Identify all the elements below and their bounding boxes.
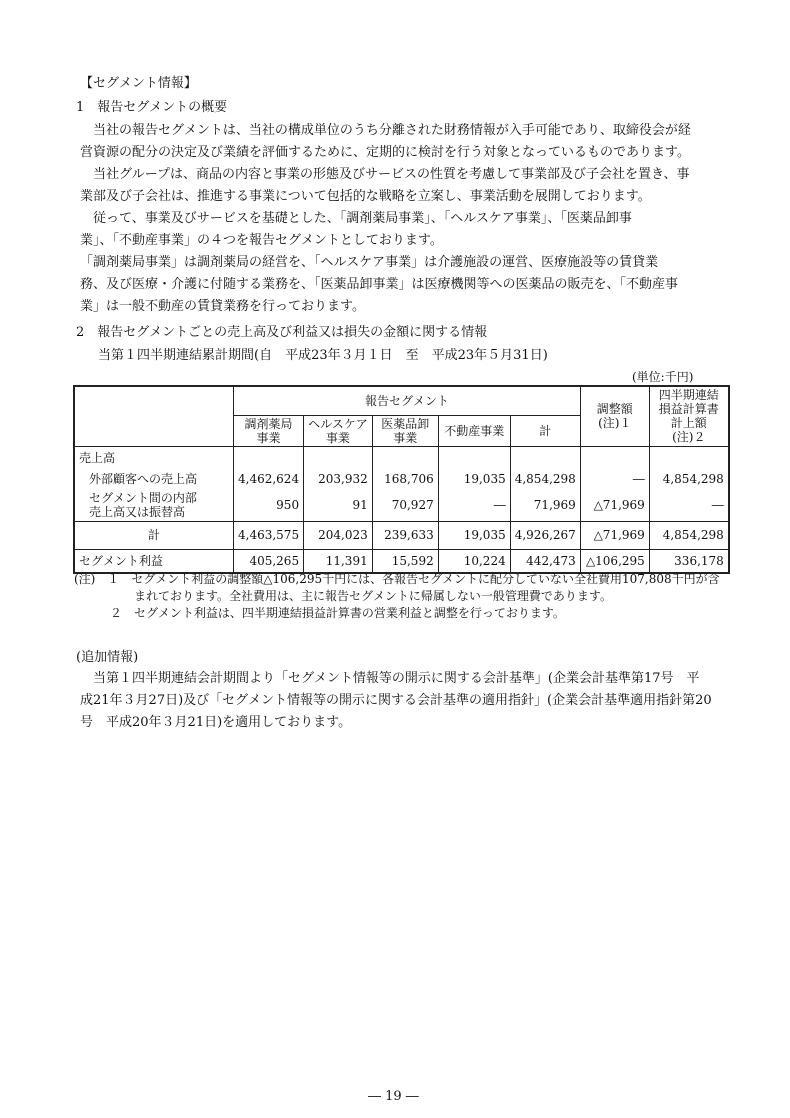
group-header: 報告セグメント [234, 386, 581, 415]
row-label: セグメント利益 [74, 549, 234, 573]
cell-value: 70,927 [372, 489, 438, 521]
text-line: 業」は一般不動産の賃貸業務を行っております。 [80, 299, 365, 314]
cell-value: 950 [234, 489, 304, 521]
cell-value: 168,706 [372, 469, 438, 489]
table-row [74, 446, 729, 469]
col-header: 計 [510, 415, 580, 446]
cell-value: ― [580, 469, 649, 489]
table-row [74, 469, 729, 489]
cell-value [372, 446, 438, 469]
cell-value: 91 [304, 489, 373, 521]
table-row [74, 549, 729, 573]
text-line: 当社グループは、商品の内容と事業の形態及びサービスの性質を考慮して事業部及び子会社を置き、事 [80, 167, 690, 182]
cell-value: 336,178 [649, 549, 729, 573]
cell-value [580, 446, 649, 469]
row-label: セグメント間の内部 売上高又は振替高 [74, 489, 234, 521]
cell-value: 203,932 [304, 469, 373, 489]
cell-value: 4,854,298 [510, 469, 580, 489]
col-header: 調剤薬局 事業 [234, 415, 304, 446]
cell-value: 11,391 [304, 549, 373, 573]
text-line: 号 平成20年３月21日)を適用しております。 [80, 715, 352, 730]
section-title: 【セグメント情報】 [80, 76, 197, 91]
text-line: (注) １ セグメント利益の調整額△106,295千円には、各報告セグメントに配分していない全社費用107,808千円が含 [74, 572, 720, 586]
text-line: 業部及び子会社は、推進する事業について包括的な戦略を立案し、事業活動を展開しております。 [80, 189, 651, 204]
table-row [74, 489, 729, 521]
cell-value [234, 446, 304, 469]
table-row [74, 521, 729, 549]
cell-value [649, 446, 729, 469]
cell-value: 4,463,575 [234, 521, 304, 549]
s2-period: 当第１四半期連結累計期間(自 平成23年３月１日 至 平成23年５月31日) [98, 348, 548, 363]
cell-value: △71,969 [580, 489, 649, 521]
cell-value: △106,295 [580, 549, 649, 573]
text-line: まれております。全社費用は、主に報告セグメントに帰属しない一般管理費であります。 [74, 589, 612, 603]
cell-value: △71,969 [580, 521, 649, 549]
text-line: 務、及び医療・介護に付随する業務を、「医薬品卸事業」は医療機関等への医薬品の販売を、「不動産事 [80, 277, 679, 292]
text-line: 営資源の配分の決定及び業績を評価するために、定期的に検討を行う対象となっているものであります。 [80, 145, 690, 160]
cell-value: 10,224 [438, 549, 510, 573]
text-line: 当社の報告セグメントは、当社の構成単位のうち分離された財務情報が入手可能であり、取締役会が経 [80, 123, 691, 138]
unit-label: (単位:千円) [632, 370, 694, 384]
cell-value: 4,926,267 [510, 521, 580, 549]
cell-value: 71,969 [510, 489, 580, 521]
corner-cell [74, 386, 234, 446]
s1-heading: 1 報告セグメントの概要 [76, 100, 228, 115]
extra-heading: (追加情報) [76, 650, 139, 665]
cell-value: 4,462,624 [234, 469, 304, 489]
cell-value: ― [438, 489, 510, 521]
page-number: ― 19 ― [368, 1089, 419, 1104]
text-line: 「調剤薬局事業」は調剤薬局の経営を、「ヘルスケア事業」は介護施設の運営、医療施設等の賃貸業 [80, 255, 659, 270]
adj-header: 調整額 (注)１ [580, 386, 649, 446]
cell-value [304, 446, 373, 469]
row-label: 売上高 [74, 446, 234, 469]
col-header: 医薬品卸 事業 [372, 415, 438, 446]
text-line: 従って、事業及びサービスを基礎とした、「調剤薬局事業」、「ヘルスケア事業」、「医薬品卸事 [80, 211, 632, 226]
row-label: 計 [74, 521, 234, 549]
cell-value: 15,592 [372, 549, 438, 573]
cell-value: 204,023 [304, 521, 373, 549]
segment-table [73, 385, 730, 574]
cell-value: 239,633 [372, 521, 438, 549]
text-line: 成21年３月27日)及び「セグメント情報等の開示に関する会計基準の適用指針」(企業会計基準適用指針第20 [80, 693, 712, 708]
cell-value: 4,854,298 [649, 521, 729, 549]
cell-value [510, 446, 580, 469]
text-line: 当第１四半期連結会計期間より「セグメント情報等の開示に関する会計基準」(企業会計基準第17号 平 [80, 671, 700, 686]
col-header: 不動産事業 [438, 415, 510, 446]
text-line: ２ セグメント利益は、四半期連結損益計算書の営業利益と調整を行っております。 [74, 606, 565, 620]
col-header: ヘルスケア 事業 [304, 415, 373, 446]
cell-value: 442,473 [510, 549, 580, 573]
cell-value: 405,265 [234, 549, 304, 573]
cell-value: ― [649, 489, 729, 521]
cell-value: 19,035 [438, 469, 510, 489]
cell-value: 19,035 [438, 521, 510, 549]
cell-value: 4,854,298 [649, 469, 729, 489]
row-label: 外部顧客への売上高 [74, 469, 234, 489]
total-header: 四半期連結 損益計算書 計上額 (注)２ [649, 386, 729, 446]
s2-heading: 2 報告セグメントごとの売上高及び利益又は損失の金額に関する情報 [76, 325, 488, 340]
cell-value [438, 446, 510, 469]
text-line: 業」、「不動産事業」の４つを報告セグメントとしております。 [80, 233, 443, 248]
